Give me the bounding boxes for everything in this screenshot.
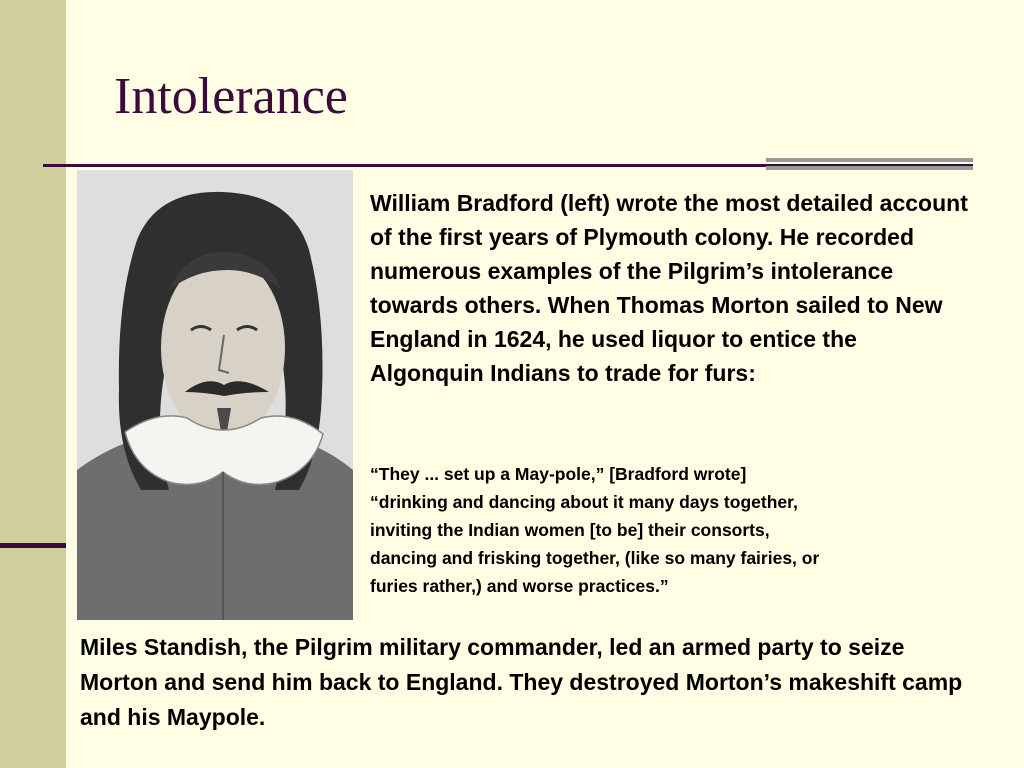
divider-accent-bar (766, 158, 973, 162)
quote-line: “drinking and dancing about it many days together, (370, 492, 798, 512)
quote-line: inviting the Indian women [to be] their consorts, (370, 520, 770, 540)
quote-line: dancing and frisking together, (like so many fairies, or (370, 548, 820, 568)
divider-accent-bars (766, 158, 973, 174)
divider-accent-bar (766, 166, 973, 170)
left-decorative-band (0, 0, 66, 768)
quote-line: “They ... set up a May-pole,” [Bradford wrote] (370, 464, 747, 484)
left-accent-bar (0, 543, 66, 548)
william-bradford-portrait (77, 170, 353, 620)
bradford-paragraph: William Bradford (left) wrote the most detailed account of the first years of Plymouth colony. He recorded numerous examples of the Pilgrim’s intolerance towards others. When Thomas Morton sailed to New England in 1624, he used liquor to entice the Algonquin Indians to trade for furs: (370, 190, 968, 386)
slide-title: Intolerance (114, 68, 348, 125)
standish-paragraph: Miles Standish, the Pilgrim military commander, led an armed party to seize Morton and send him back to England. They destroyed Morton’s makeshift camp and his Maypole. (80, 634, 963, 730)
bradford-quote (370, 460, 970, 600)
portrait-image (77, 170, 353, 620)
quote-line: furies rather,) and worse practices.” (370, 576, 669, 596)
